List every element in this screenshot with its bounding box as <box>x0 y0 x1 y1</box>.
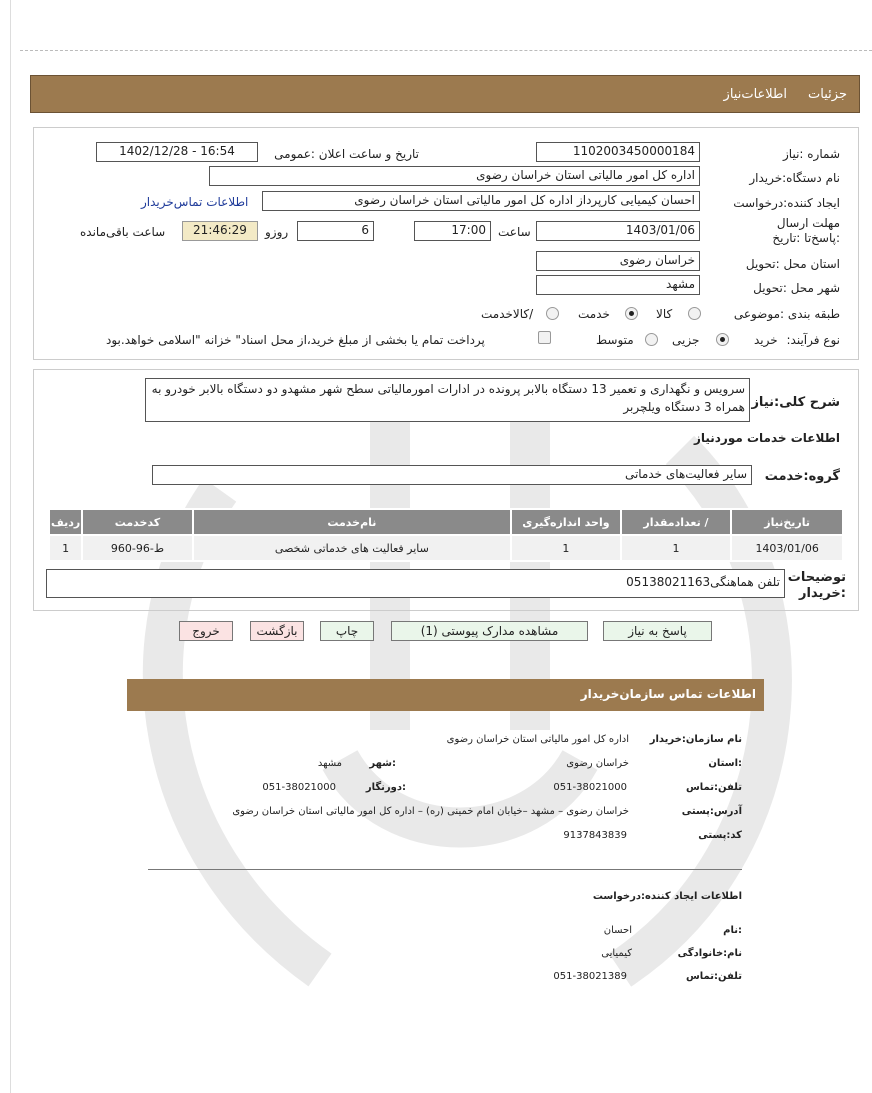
category-goods-label: کالا <box>656 307 673 321</box>
description-label: شرح کلی:نیاز <box>751 395 840 410</box>
contact-postal-label: کد:پستی <box>698 830 742 841</box>
contact-org-value: اداره کل امور مالیاتی استان خراسان رضوی <box>446 734 629 745</box>
top-divider <box>20 50 872 51</box>
treasury-payment-note: پرداخت تمام یا بخشی از مبلغ خرید،از محل اسناد" خزانه "اسلامی خواهد.بود <box>106 333 485 347</box>
days-label: روزو <box>265 225 289 239</box>
category-service-label: خدمت <box>578 307 610 321</box>
announce-date-label: تاریخ و ساعت اعلان :عمومی <box>274 147 419 161</box>
cell-unit: 1 <box>511 535 621 561</box>
contact-divider <box>148 869 742 870</box>
creator-phone-label: تلفن:تماس <box>685 971 742 982</box>
contact-phone-value: 051-38021000 <box>553 782 627 793</box>
contact-province-label: :استان <box>708 758 742 769</box>
creator-info-title: اطلاعات ایجاد کننده:درخواست <box>592 891 742 902</box>
city-field: مشهد <box>536 275 700 295</box>
contact-city-value: مشهد <box>317 758 342 769</box>
exit-button[interactable]: خروج <box>179 621 233 641</box>
process-small-radio[interactable] <box>716 333 729 346</box>
category-goods-radio[interactable] <box>688 307 701 320</box>
contact-fax-label: :دورنگار <box>365 782 406 793</box>
description-field: سرویس و نگهداری و تعمیر 13 دستگاه بالابر پرونده در ادارات امورمالیاتی سطح شهر مشهدو دو دستگاه بالابر خودرو به همراه 3 دستگاه ویلچربر <box>145 378 750 422</box>
creator-family-label: نام:خانوادگی <box>677 948 742 959</box>
creator-name-label: :نام <box>723 925 742 936</box>
cell-service-name: سایر فعالیت های خدماتی شخصی <box>193 535 511 561</box>
contact-postal-value: 9137843839 <box>563 830 627 841</box>
cell-quantity: 1 <box>621 535 732 561</box>
announce-date-field: 1402/12/28 - 16:54 <box>96 142 258 162</box>
col-service-code: کدخدمت <box>82 509 192 535</box>
creator-field: احسان کیمیایی کارپرداز اداره کل امور مالیاتی استان خراسان رضوی <box>262 191 700 211</box>
buyer-contact-title: اطلاعات تماس سازمان‌خریدار <box>580 687 756 701</box>
buyer-contact-header <box>127 679 764 711</box>
process-small-label: جزیی <box>672 333 700 347</box>
province-field: خراسان رضوی <box>536 251 700 271</box>
buyer-notes-field: تلفن هماهنگی05138021163 <box>46 569 785 598</box>
category-both-radio[interactable] <box>546 307 559 320</box>
city-label: شهر محل :تحویل <box>753 281 840 295</box>
contact-fax-value: 051-38021000 <box>262 782 336 793</box>
buyer-org-field: اداره کل امور مالیاتی استان خراسان رضوی <box>209 166 700 186</box>
creator-name-value: احسان <box>603 925 632 936</box>
contact-city-label: :شهر <box>369 758 396 769</box>
category-both-label: /کالاخدمت <box>481 307 534 321</box>
tab-details[interactable]: جزئیات <box>808 87 847 102</box>
deadline-label: مهلت ارسال :پاسخ‌تا :تاریخ <box>772 216 840 245</box>
process-medium-radio[interactable] <box>645 333 658 346</box>
col-row: ردیف <box>49 509 82 535</box>
process-type-label: نوع فرآیند: <box>786 333 840 347</box>
col-unit: واحد اندازه‌گیری <box>511 509 621 535</box>
tab-need-info[interactable]: اطلاعات‌نیاز <box>723 87 787 102</box>
header-bar <box>30 75 860 113</box>
province-label: استان محل :تحویل <box>745 257 840 271</box>
days-field: 6 <box>297 221 374 241</box>
contact-address-label: آدرس:پستی <box>681 806 742 817</box>
contact-province-value: خراسان رضوی <box>566 758 629 769</box>
print-button[interactable]: چاپ <box>320 621 374 641</box>
services-table <box>48 508 844 562</box>
process-medium-label: متوسط <box>596 333 634 347</box>
col-need-date: تاریخ‌نیاز <box>731 509 843 535</box>
buyer-org-label: نام دستگاه:خریدار <box>749 171 840 185</box>
deadline-date-field: 1403/01/06 <box>536 221 700 241</box>
service-group-field: سایر فعالیت‌های خدماتی <box>152 465 752 485</box>
buyer-contact-link[interactable]: اطلاعات تماس‌خریدار <box>141 195 249 209</box>
col-service-name: نام‌خدمت <box>193 509 511 535</box>
back-button[interactable]: بازگشت <box>250 621 304 641</box>
contact-org-label: نام سازمان:خریدار <box>649 734 742 745</box>
contact-address-value: خراسان رضوی – مشهد –خیابان امام خمینی (ره) – اداره کل امور مالیاتی استان خراسان رضوی <box>232 806 629 817</box>
creator-family-value: کیمیایی <box>601 948 632 959</box>
buyer-notes-label: توضیحات :خریدار <box>787 570 846 601</box>
need-number-label: شماره :نیاز <box>783 147 840 161</box>
deadline-time-field: 17:00 <box>414 221 491 241</box>
view-documents-button[interactable]: مشاهده مدارک پیوستی (1) <box>391 621 588 641</box>
cell-service-code: ط-96-960 <box>82 535 192 561</box>
process-buy-label: خرید <box>754 333 778 347</box>
remaining-label: ساعت باقی‌مانده <box>80 225 166 239</box>
service-group-label: گروه:خدمت <box>764 469 840 484</box>
deadline-time-label: ساعت <box>498 225 531 239</box>
creator-phone-value: 051-38021389 <box>553 971 627 982</box>
category-service-radio[interactable] <box>625 307 638 320</box>
contact-phone-label: تلفن:تماس <box>685 782 742 793</box>
cell-row: 1 <box>49 535 82 561</box>
treasury-payment-checkbox[interactable] <box>538 331 551 344</box>
table-row <box>49 535 843 561</box>
page-left-border <box>10 0 11 1093</box>
category-label: طبقه بندی :موضوعی <box>733 307 840 321</box>
remaining-time-field: 21:46:29 <box>182 221 258 241</box>
creator-label: ایجاد کننده:درخواست <box>733 196 840 210</box>
cell-need-date: 1403/01/06 <box>731 535 843 561</box>
col-quantity: / تعدادمقدار <box>621 509 732 535</box>
reply-button[interactable]: پاسخ به نیاز <box>603 621 712 641</box>
services-title: اطلاعات خدمات موردنیاز <box>693 431 840 445</box>
need-number-field: 1102003450000184 <box>536 142 700 162</box>
